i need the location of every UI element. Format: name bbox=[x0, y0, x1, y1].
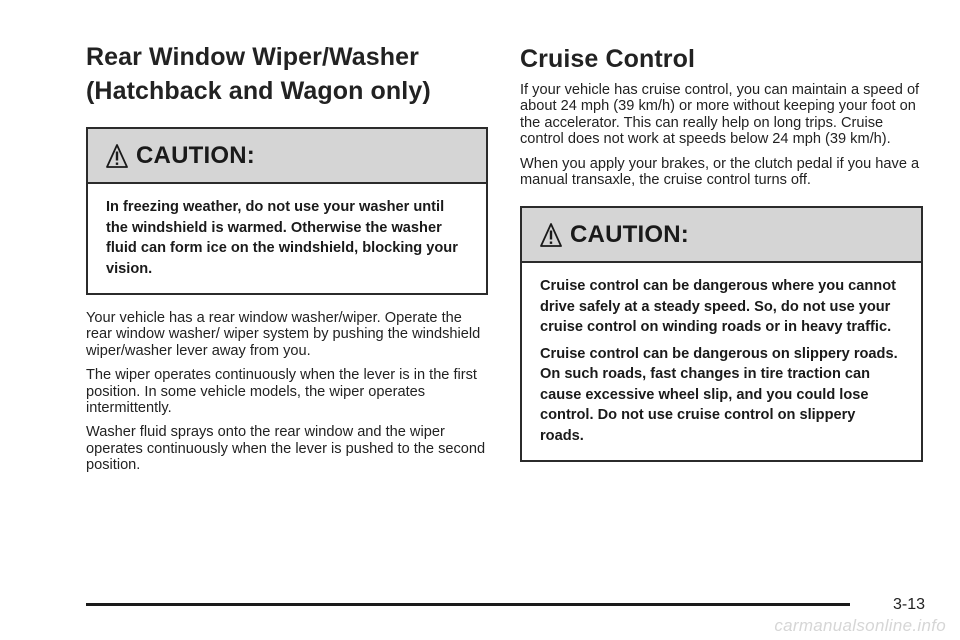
caution-header bbox=[88, 129, 486, 184]
rear-wiper-section-title bbox=[86, 40, 488, 108]
caution-symbol-icon bbox=[106, 143, 128, 169]
watermark: carmanualsonline.info bbox=[774, 616, 946, 635]
caution-paragraph: Cruise control can be dangerous on slippery roads. On such roads, fast changes in tire traction can cause excessive wheel slip, and you could lose control. Do not use cruise control on slippery roads. bbox=[540, 345, 898, 444]
body-paragraph: Washer fluid sprays onto the rear window and the wiper operates continuously when the lever is pushed to the second position. bbox=[86, 424, 486, 474]
caution-body bbox=[522, 263, 921, 460]
caution-symbol-icon bbox=[540, 222, 562, 248]
body-paragraph: Your vehicle has a rear window washer/wiper. Operate the rear window washer/ wiper system by pushing the windshield wiper/washer lever away from you. bbox=[86, 310, 481, 359]
body-paragraph: The wiper operates continuously when the lever is in the first position. In some vehicle models, the wiper operates intermittently. bbox=[86, 367, 477, 417]
title-line-1: Rear Window Wiper/Washer bbox=[86, 43, 420, 71]
caution-header bbox=[522, 208, 921, 263]
caution-box-freezing bbox=[86, 127, 488, 295]
right-column bbox=[520, 40, 923, 462]
title-line-2: (Hatchback and Wagon only) bbox=[86, 77, 431, 105]
body-paragraph: If your vehicle has cruise control, you can maintain a speed of about 24 mph (39 km/h) or more without keeping your foot on the accelerator. This can really help on long trips. Cruise control does not work at speeds below 24 mph (39 km/h). bbox=[520, 82, 920, 148]
caution-title: CAUTION: bbox=[136, 141, 255, 169]
rear-wiper-body bbox=[86, 310, 488, 474]
caution-paragraph: In freezing weather, do not use your washer until the windshield is warmed. Otherwise the washer fluid can form ice on the windshield, blocking your vision. bbox=[106, 199, 458, 277]
caution-body bbox=[88, 184, 486, 293]
page-number: 3-13 bbox=[892, 596, 925, 613]
caution-title: CAUTION: bbox=[570, 220, 689, 248]
body-paragraph: When you apply your brakes, or the clutch pedal if you have a manual transaxle, the cruise control turns off. bbox=[520, 155, 920, 189]
cruise-control-section-title: Cruise Control bbox=[520, 45, 696, 73]
left-column bbox=[86, 40, 488, 482]
footer-rule bbox=[86, 603, 850, 606]
caution-box-cruise bbox=[520, 206, 923, 462]
caution-paragraph: Cruise control can be dangerous where you cannot drive safely at a steady speed. So, do not use your cruise control on winding roads or in heavy traffic. bbox=[540, 278, 896, 336]
